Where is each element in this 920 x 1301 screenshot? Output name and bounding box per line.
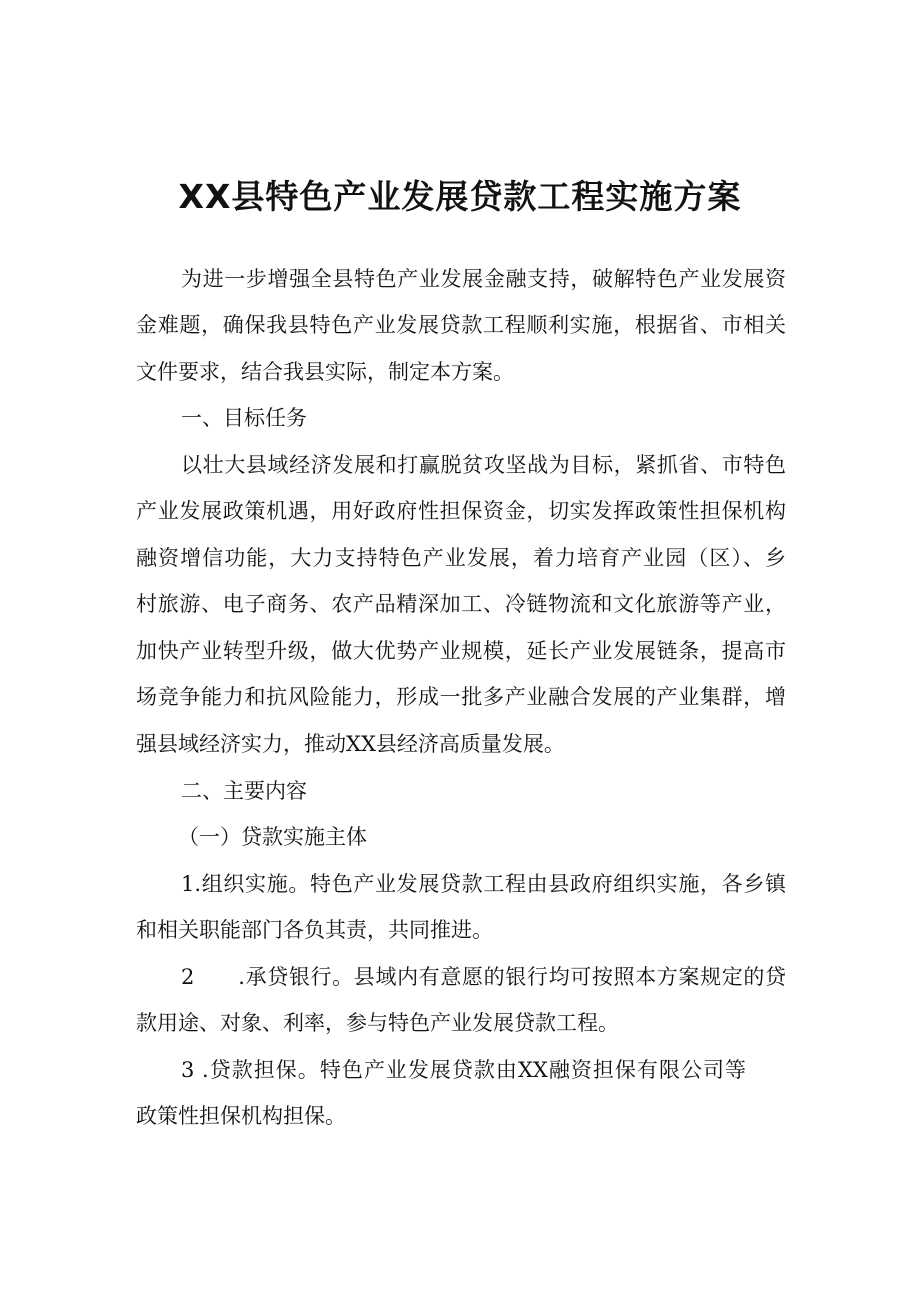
subsection1-heading: （一）贷款实施主体 xyxy=(178,825,367,849)
intro-line-3: 文件要求，结合我县实际，制定本方案。 xyxy=(136,360,514,384)
section1-line-1: 以壮大县域经济发展和打赢脱贫攻坚战为目标，紧抓省、市特色 xyxy=(181,453,786,477)
section1-line-3: 融资增信功能，大力支持特色产业发展，着力培育产业园（区）、乡 xyxy=(136,546,786,570)
item3-line-2: 政策性担保机构担保。 xyxy=(136,1104,346,1128)
section1-line-6: 场竞争能力和抗风险能力，形成一批多产业融合发展的产业集群，增 xyxy=(136,685,786,709)
section1-line-2: 产业发展政策机遇，用好政府性担保资金，切实发挥政策性担保机构 xyxy=(136,499,786,523)
section1-line-4: 村旅游、电子商务、农产品精深加工、冷链物流和文化旅游等产业， xyxy=(136,592,786,616)
intro-line-2: 金难题，确保我县特色产业发展贷款工程顺利实施，根据省、市相关 xyxy=(136,313,786,337)
intro-line-1: 为进一步增强全县特色产业发展金融支持，破解特色产业发展资 xyxy=(181,267,786,291)
item1-line-1: 1.组织实施。特色产业发展贷款工程由县政府组织实施，各乡镇 xyxy=(181,872,786,896)
section1-line-7: 强县域经济实力，推动XX县经济高质量发展。 xyxy=(136,732,565,756)
item1-line-2: 和相关职能部门各负其责，共同推进。 xyxy=(136,918,493,942)
item3-line-1: 3 .贷款担保。特色产业发展贷款由XX融资担保有限公司等 xyxy=(181,1058,746,1082)
section1-line-5: 加快产业转型升级，做大优势产业规模，延长产业发展链条，提高市 xyxy=(136,639,786,663)
item2-line-1: 2 .承贷银行。县域内有意愿的银行均可按照本方案规定的贷 xyxy=(181,965,786,989)
item2-line-2: 款用途、对象、利率，参与特色产业发展贷款工程。 xyxy=(136,1011,619,1035)
section1-heading: 一、目标任务 xyxy=(181,406,307,430)
section2-heading: 二、主要内容 xyxy=(181,779,307,803)
document-title: XX县特色产业发展贷款工程实施方案 xyxy=(178,177,742,216)
